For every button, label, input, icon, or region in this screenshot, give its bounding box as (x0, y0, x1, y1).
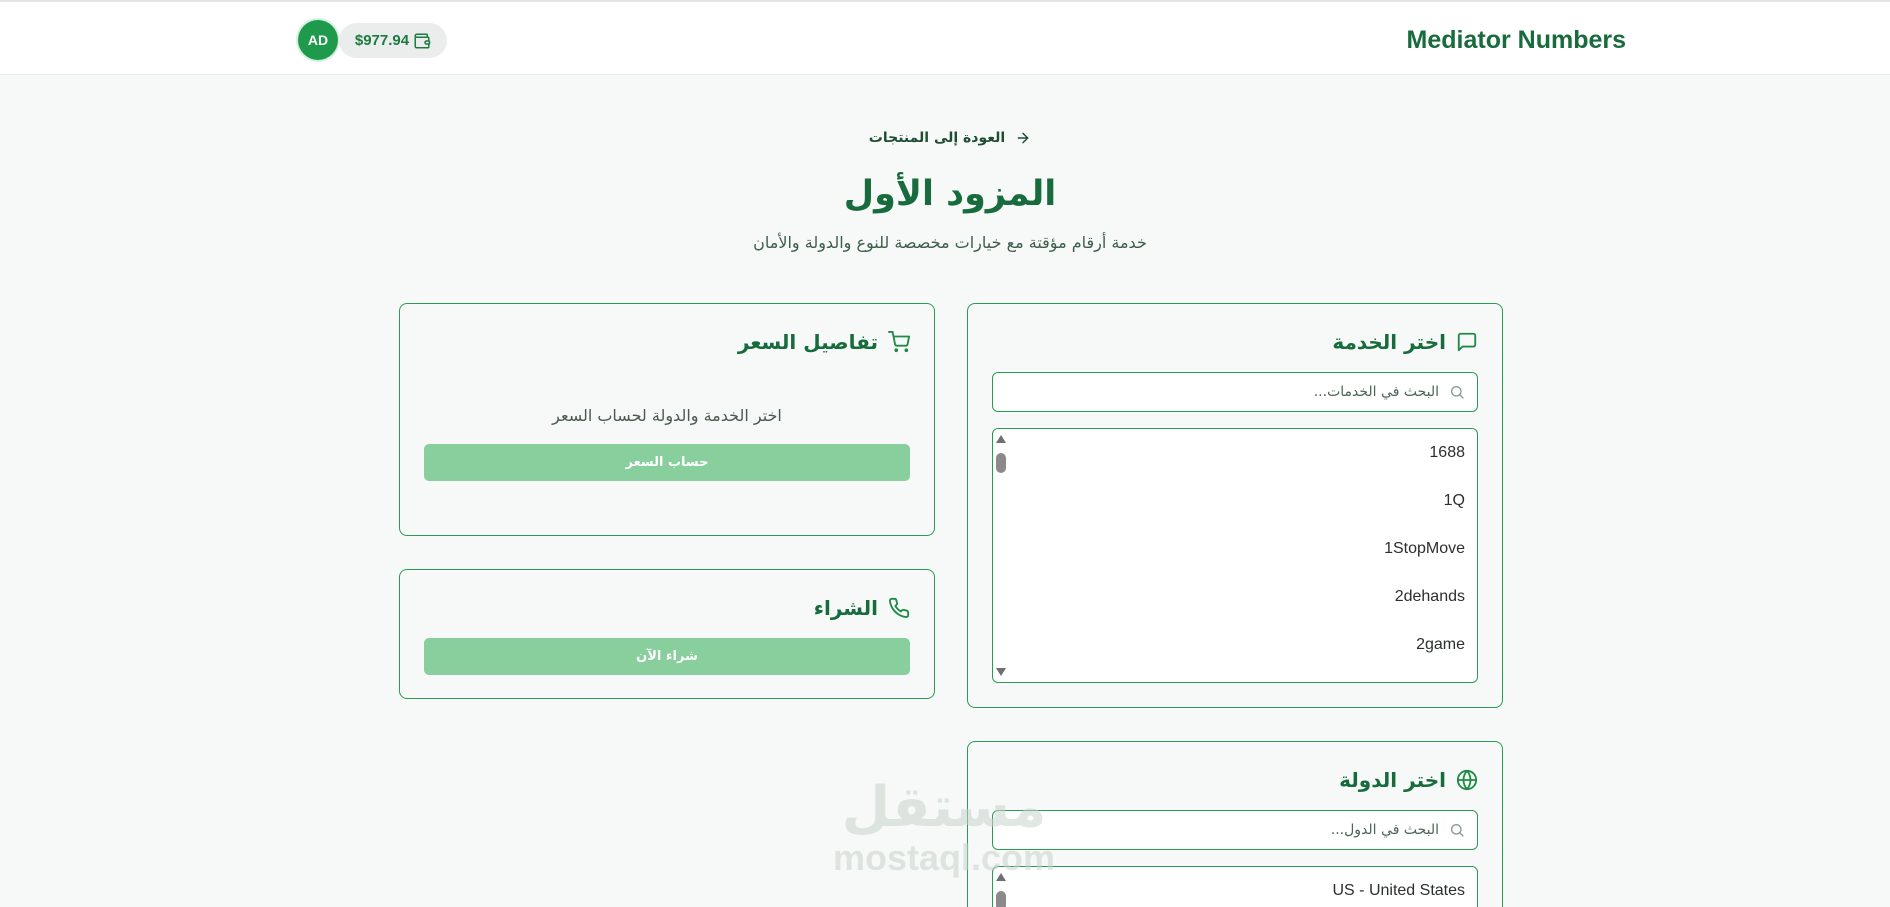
purchase-card-title (814, 596, 910, 620)
service-list (993, 429, 1477, 669)
buy-now-button[interactable]: شراء الآن (424, 638, 910, 675)
back-to-products-link[interactable] (0, 130, 1890, 146)
search-icon (1449, 822, 1465, 838)
service-search-input[interactable] (1003, 373, 1439, 410)
service-option[interactable]: 1688 (1429, 444, 1465, 461)
wallet-icon (413, 32, 431, 50)
balance-amount: $977.94 (354, 32, 410, 49)
service-option[interactable]: 1StopMove (1384, 540, 1465, 557)
country-listbox[interactable] (992, 866, 1478, 907)
country-search-box (992, 810, 1478, 850)
wallet-balance[interactable] (339, 23, 447, 58)
scrollbar-thumb[interactable] (996, 891, 1006, 907)
service-option[interactable]: 1Q (1443, 492, 1465, 509)
page-subtitle: خدمة أرقام مؤقتة مع خيارات مخصصة للنوع والدولة والأمان (753, 233, 1147, 252)
phone-icon (888, 597, 910, 619)
brand-logo[interactable]: Mediator Numbers (1406, 26, 1626, 54)
top-navbar (0, 0, 1890, 75)
message-square-icon (1456, 331, 1478, 353)
user-avatar[interactable]: AD (298, 20, 338, 60)
country-list (993, 867, 1477, 907)
purchase-card (399, 569, 935, 699)
country-search-input[interactable] (1003, 811, 1439, 848)
service-card-title (1332, 330, 1478, 354)
scrollbar-thumb[interactable] (996, 453, 1006, 473)
scroll-up-arrow-icon[interactable] (996, 873, 1006, 881)
service-listbox[interactable] (992, 428, 1478, 683)
service-card-title-text: اختر الخدمة (1332, 330, 1446, 354)
service-option[interactable]: 2game (1416, 636, 1465, 653)
watermark-arabic: مستقل (841, 775, 1047, 840)
country-selection-card (967, 741, 1503, 907)
scroll-up-arrow-icon[interactable] (996, 435, 1006, 443)
price-card-title-text: تفاصيل السعر (737, 330, 878, 354)
price-details-card (399, 303, 935, 536)
arrow-right-icon (1015, 130, 1031, 146)
country-card-title-text: اختر الدولة (1339, 768, 1446, 792)
purchase-card-title-text: الشراء (813, 596, 878, 620)
country-card-title (1339, 768, 1478, 792)
globe-icon (1456, 769, 1478, 791)
service-list-scrollbar[interactable] (995, 433, 1007, 678)
price-hint-text: اختر الخدمة والدولة لحساب السعر (552, 406, 782, 425)
service-selection-card (967, 303, 1503, 708)
scroll-down-arrow-icon[interactable] (996, 668, 1006, 676)
service-option[interactable]: 2dehands (1394, 588, 1465, 605)
calculate-price-button[interactable]: حساب السعر (424, 444, 910, 481)
price-card-title (738, 330, 910, 354)
country-option[interactable]: US - United States (1332, 882, 1465, 899)
search-icon (1449, 384, 1465, 400)
service-search-box (992, 372, 1478, 412)
shopping-cart-icon (888, 331, 910, 353)
back-link-label: العودة إلى المنتجات (868, 130, 1006, 146)
watermark-latin: mostaql.com (832, 837, 1056, 878)
page-title: المزود الأول (843, 174, 1057, 214)
country-list-scrollbar[interactable] (995, 871, 1007, 907)
